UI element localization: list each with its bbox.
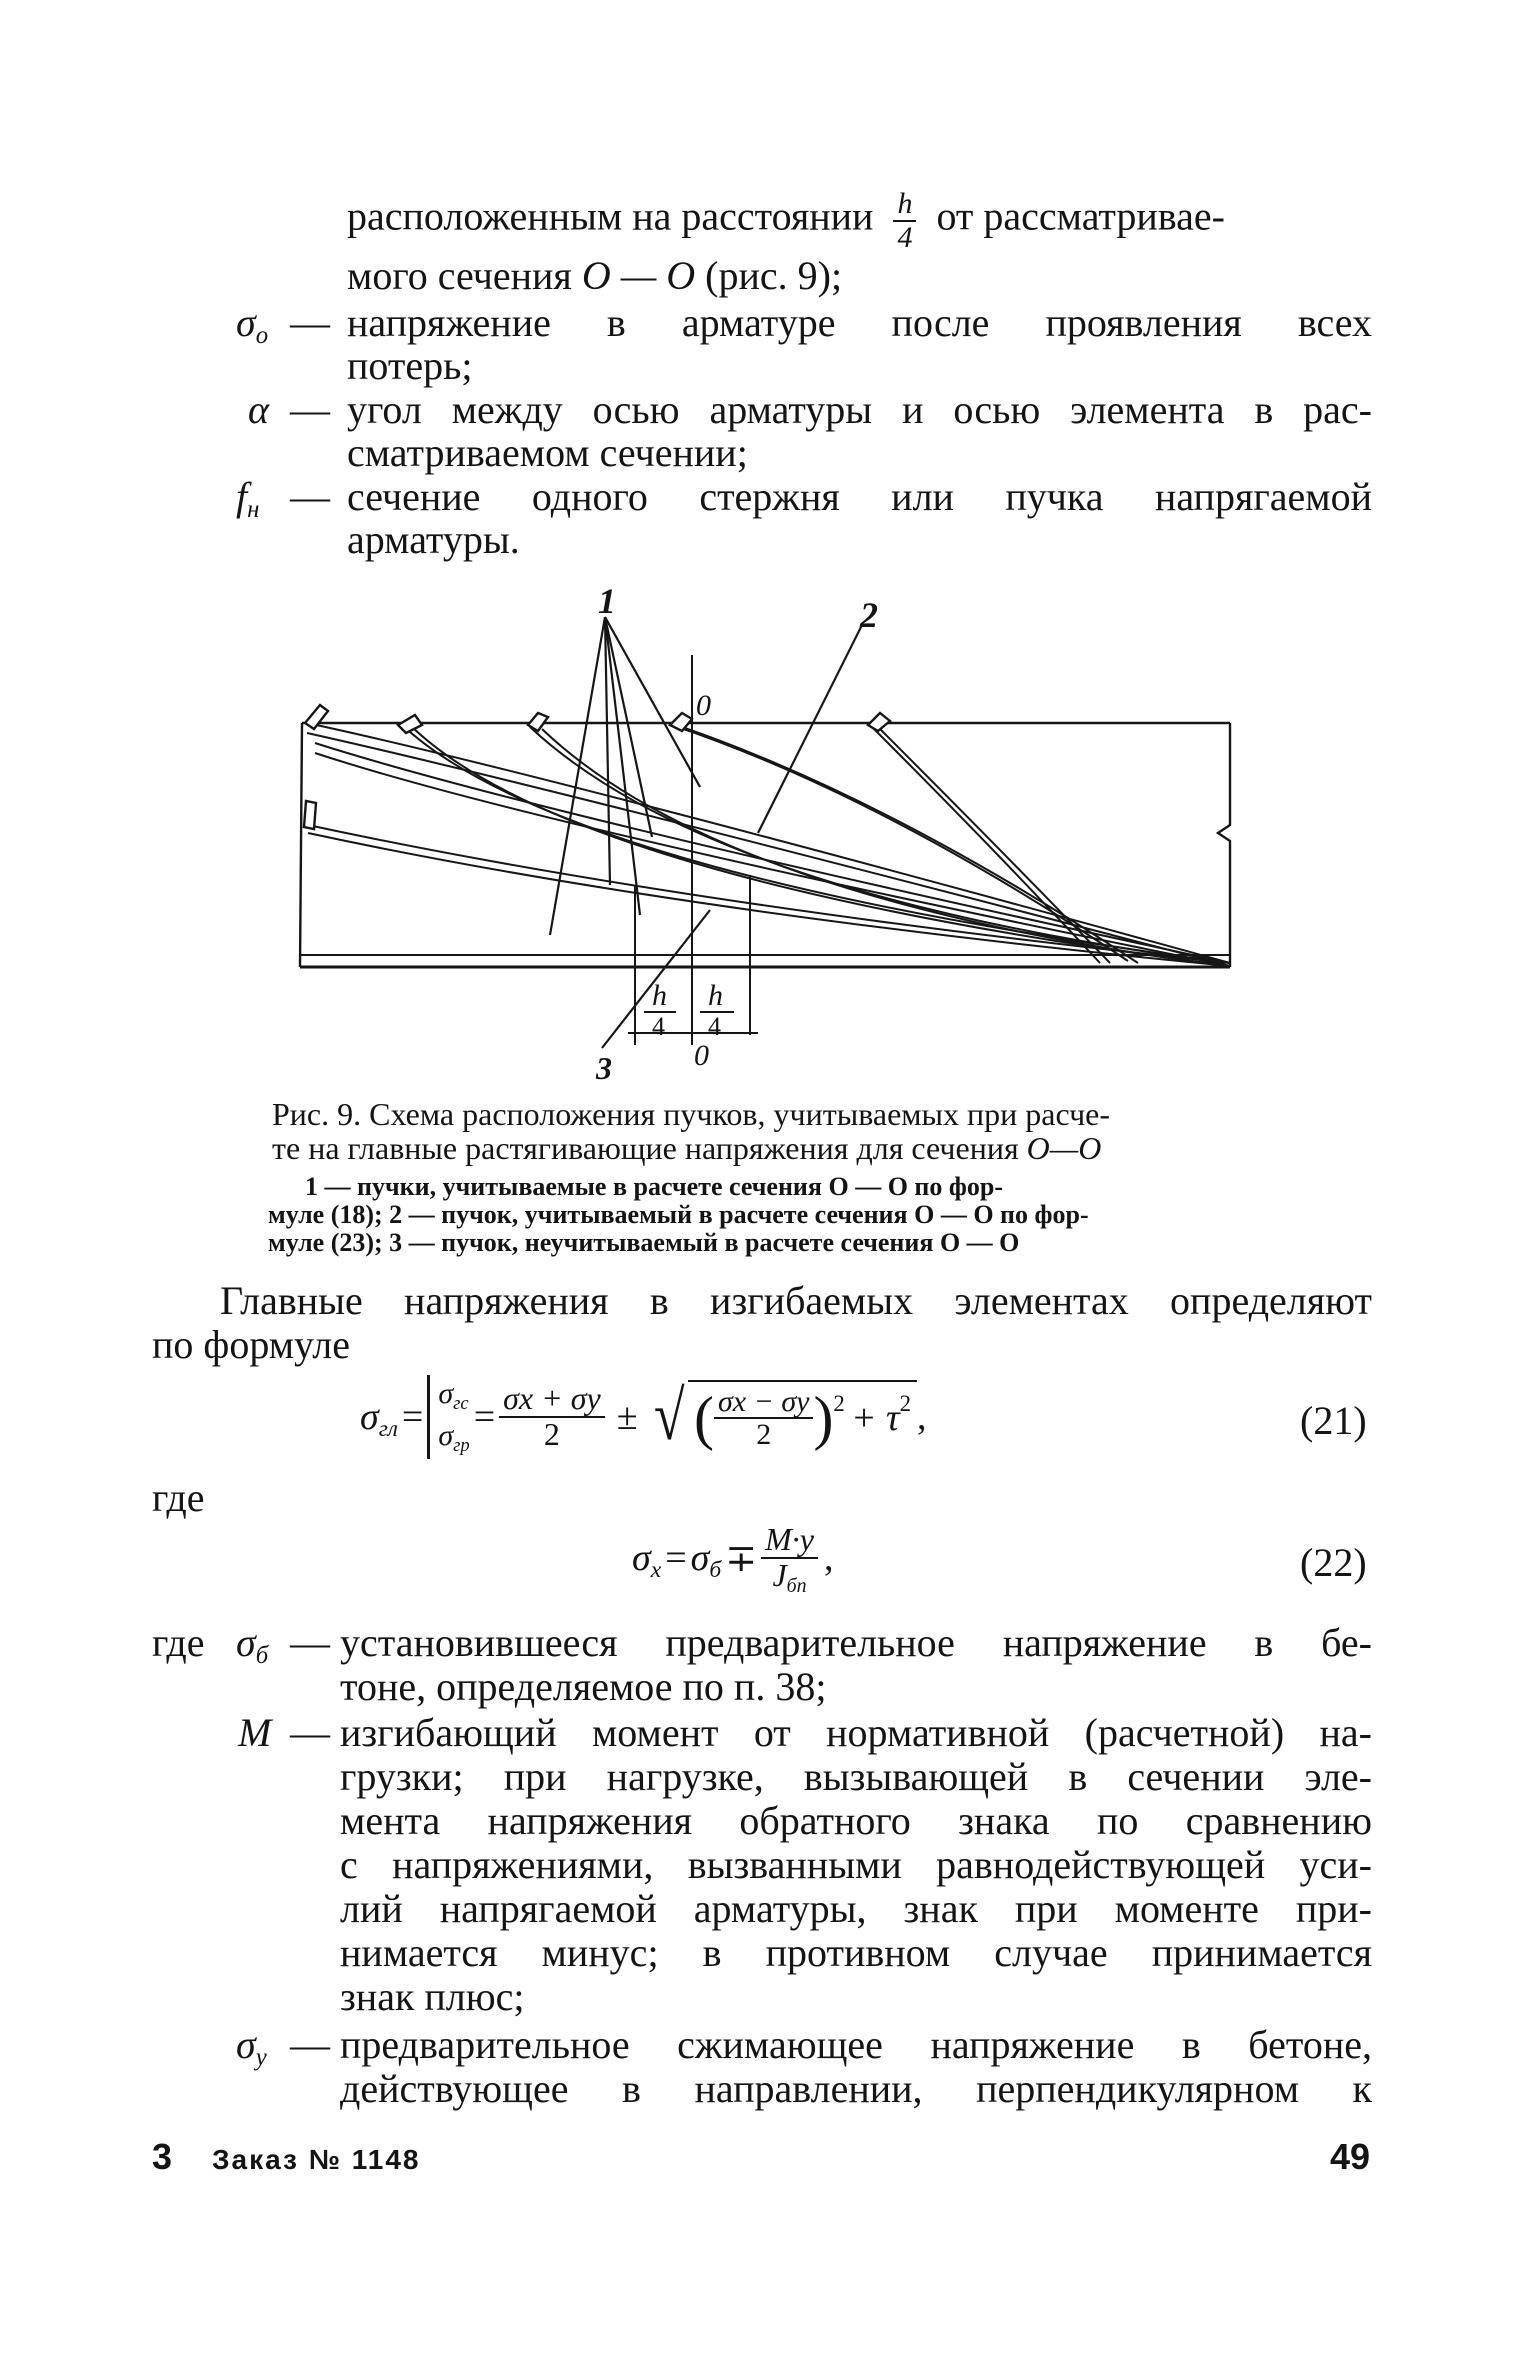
anchor-2 [304,801,316,829]
eq22-fraction [761,1521,818,1597]
eq21-brace-top [438,1375,469,1417]
label-0-top: 0 [696,689,711,722]
fn-text-1: сечение одного стержня или пучка напрягаемой [347,474,1372,519]
def-line-2-end: (рис. 9); [705,253,843,298]
eq21-root-fraction [714,1386,813,1451]
eq21-frac-num: σx + σy [499,1382,605,1418]
def-sy-dash: — [290,2022,330,2067]
def-m-line-3: мента напряжения обратного знака по сравнению [340,1798,1372,1843]
eq21-plus-tau: + τ [850,1397,900,1439]
eq21-brace [427,1375,469,1459]
anchor-6 [868,713,890,731]
dim-h-left: h [652,979,667,1012]
eq22-rhs [690,1536,722,1584]
def-line-1 [347,188,1225,253]
def-sigmab-where: где [152,1620,205,1665]
footer-sheet-number: 3 [152,2136,173,2177]
eq22-rhs-sub: б [709,1557,722,1584]
eq22-lhs-sigma: σ [632,1537,651,1579]
def-line-1-end: от рассматривае- [936,193,1225,239]
def-m-symbol: M [238,1710,272,1755]
dim-h-right: h [708,979,723,1012]
caption-legend-2: муле (18); 2 — пучок, учитываемый в расчете сечения O — O по фор- [268,1200,1089,1229]
beam-right-edge [1218,723,1230,967]
eq22-rhs-sigma: σ [690,1537,710,1579]
caption-legend-1: 1 — пучки, учитываемые в расчете сечения O — O по фор- [305,1172,1004,1201]
tendon-d [400,723,1230,963]
footer-order: Заказ № 1148 [212,2144,421,2175]
dim-4-left: 4 [652,1012,665,1041]
label-0-bottom: 0 [694,1039,709,1072]
def-sy-line-1: предварительное сжимающее напряжение в бетоне, [340,2022,1372,2067]
paren-open: ( [693,1384,714,1451]
eq21-number: (21) [1300,1398,1367,1443]
label-3: 3 [596,1050,612,1085]
alpha-dash: — [290,387,330,432]
leader-2 [758,625,862,833]
eq22-lhs [632,1536,662,1584]
eq21-tau-square: 2 [899,1391,911,1417]
def-sigmab-line-2: тоне, определяемое по п. 38; [340,1664,827,1709]
eq22-frac-num: M·y [761,1523,818,1559]
eq22-lhs-sub: x [650,1557,662,1584]
def-line-2 [347,253,842,298]
eq22-comma: , [823,1537,834,1579]
sigma0-symbol [236,300,268,351]
eq22-number: (22) [1300,1540,1367,1585]
sigma0-dash: — [290,300,330,345]
eq21-root-den: 2 [756,1418,772,1451]
alpha-text-2: сматриваемом сечении; [347,430,748,475]
def-m-dash: — [290,1710,330,1755]
eq21-fraction [499,1382,605,1451]
sigma0-text-1: напряжение в арматуре после проявления всех [347,300,1372,345]
def-m-line-5: лий напрягаемой арматуры, знак при моменте при- [340,1886,1372,1931]
equation-21 [360,1362,926,1472]
sqrt-sign-icon: √ [653,1378,685,1455]
sigma-sub: o [255,322,269,350]
fn-dash: — [290,474,330,519]
sigma-letter: σ [236,300,256,345]
tendon-a-2 [307,733,1230,966]
eq21-square: 2 [833,1391,845,1417]
def-sy-symbol [236,2022,267,2073]
sigma0-text-2: потерь; [347,343,473,388]
para-1-line-1: Главные напряжения в изгибаемых элементах определяют [220,1278,1372,1323]
fn-text-2: арматуры. [347,517,520,562]
alpha-symbol: α [248,387,269,432]
caption-section-var: O—O [1026,1130,1102,1166]
fn-symbol [236,474,259,525]
caption-title-1: Рис. 9. Схема расположения пучков, учитываемых при расче- [272,1096,1111,1132]
anchor-1 [305,705,328,729]
beam-left-edge [300,723,302,967]
where-1: где [152,1475,205,1520]
eq21-lhs [360,1395,398,1443]
eq21-brace-bot-sub: гр [453,1434,470,1456]
eq22-frac-den [768,1557,810,1597]
h-over-4-fraction [893,188,916,253]
def-m-line-2: грузки; при нагрузке, вызывающей в сечении эле- [340,1754,1372,1799]
fraction-denominator: 4 [897,220,913,254]
eq21-root-num: σx − σy [714,1386,813,1420]
tendons [307,723,1230,966]
paren-close: ) [813,1384,834,1451]
eq22-minusplus: ∓ [725,1537,758,1580]
alpha-text-1: угол между осью арматуры и осью элемента в рас- [347,387,1372,432]
eq21-brace-top-sigma: σ [438,1377,454,1410]
fraction-numerator: h [893,188,916,222]
sy-sub: y [255,2044,267,2072]
fn-sub: н [247,496,260,524]
anchor-3 [398,715,422,733]
eq22-equals: = [665,1537,687,1579]
eq21-comma: , [916,1396,927,1438]
caption-title-2-text: те на главные растягивающие напряжения для сечения [272,1130,1019,1166]
def-sy-line-2: действующее в направлении, перпендикулярном к [340,2066,1372,2111]
leader-1 [550,617,700,935]
tendon-g [870,725,1100,963]
eq22-den-j: J [772,1557,787,1593]
eq21-brace-bot-sigma: σ [438,1419,454,1452]
fn-letter: f [236,474,248,519]
label-2: 2 [860,595,878,635]
eq21-equals: = [401,1396,424,1438]
eq21-lhs-sigma: σ [360,1396,379,1438]
def-m-line-4: с напряжениями, вызванными равнодействующей уси- [340,1842,1372,1887]
def-line-2-text: мого сечения [347,253,572,298]
def-m-line-6: нимается минус; в противном случае принимается [340,1930,1372,1975]
def-line-1-text: расположенным на расстоянии [347,193,874,239]
label-1: 1 [598,581,616,621]
eq21-sqrt [650,1380,917,1455]
dim-4-right: 4 [708,1012,721,1041]
eq21-equals-2: = [473,1396,496,1438]
def-sigmab-symbol [236,1620,268,1671]
eq21-frac-den: 2 [543,1416,560,1452]
page-number: 49 [1330,2136,1371,2177]
def-sigmab-dash: — [290,1620,330,1665]
sigmab-letter: σ [236,1620,256,1665]
eq22-den-sub: бп [786,1574,807,1597]
sy-letter: σ [236,2022,256,2067]
def-m-line-1: изгибающий момент от нормативной (расчетной) на- [340,1710,1372,1755]
def-m-line-7: знак плюс; [340,1974,525,2019]
eq21-radicand [688,1380,917,1455]
caption-title-2 [272,1130,1101,1166]
section-var: O — O [581,253,696,298]
def-sigmab-line-1: установившееся предварительное напряжение в бе- [340,1620,1372,1665]
equation-22 [632,1508,833,1608]
eq21-plusminus: ± [616,1396,638,1438]
eq21-brace-bottom [438,1417,469,1459]
eq21-lhs-sub: гл [378,1416,398,1443]
figure-9-diagram [280,575,1260,1085]
caption-legend-3: муле (23); 3 — пучок, неучитываемый в расчете сечения O — O [268,1228,1020,1257]
para-1-line-2: по формуле [152,1322,350,1367]
sigmab-sub: б [255,1642,269,1670]
eq21-brace-top-sub: гс [453,1392,469,1414]
